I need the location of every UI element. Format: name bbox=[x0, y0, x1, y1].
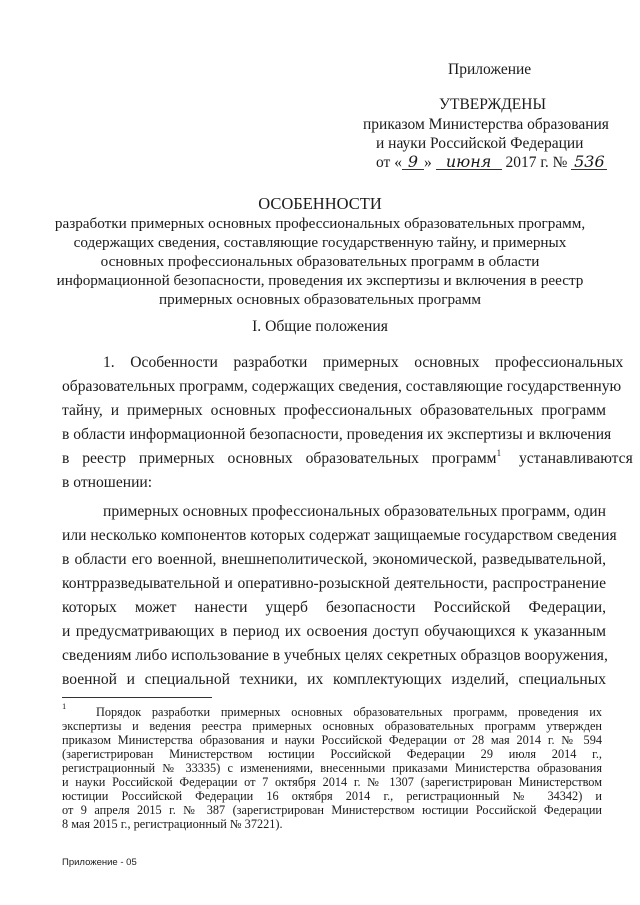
date-mid: » bbox=[423, 154, 432, 171]
date-month-handwritten: июня bbox=[436, 155, 502, 170]
paragraph-2-line: или несколько компонентов которых содержат защищаемые государством сведения bbox=[62, 527, 617, 544]
page-label: Приложение - 05 bbox=[62, 857, 137, 868]
subtitle-line: содержащих сведения, составляющие государственную тайну, и примерных bbox=[73, 234, 567, 251]
footnote-reference: 1 bbox=[496, 447, 502, 458]
paragraph-1-line-5 bbox=[62, 447, 633, 470]
paragraph-1-line: образовательных программ, содержащих сведения, составляющие государственную bbox=[62, 378, 622, 395]
paragraph-2-line: и предусматривающих в период их освоения доступ обучающихся к указанным bbox=[62, 623, 606, 640]
approval-line-2: и науки Российской Федерации bbox=[376, 135, 584, 152]
footnote-line: Порядок разработки примерных основных образовательных программ, проведения их bbox=[96, 705, 602, 719]
footnote-line: и науки Российской Федерации от 7 октября 2014 г. № 1307 (зарегистрирован Министерством bbox=[62, 775, 602, 789]
paragraph-1-line: 1. Особенности разработки примерных основных профессиональных bbox=[103, 354, 624, 371]
footnote-line: экспертизы и ведения реестра примерных основных образовательных программ утвержден bbox=[62, 719, 602, 733]
approval-heading: УТВЕРЖДЕНЫ bbox=[439, 96, 546, 113]
paragraph-1-line: тайну, и примерных основных профессиональных образовательных программ bbox=[62, 402, 606, 419]
section-title: I. Общие положения bbox=[252, 318, 388, 335]
paragraph-2-line: примерных основных профессиональных образовательных программ, один bbox=[103, 503, 606, 520]
approval-date bbox=[376, 153, 607, 173]
subtitle-line: информационной безопасности, проведения их экспертизы и включения в реестр bbox=[56, 272, 584, 289]
paragraph-2-line: сведениям либо использование в учебных целях секретных образцов вооружения, bbox=[62, 647, 608, 664]
footnote-line: (зарегистрирован Министерством юстиции Российской Федерации 29 июля 2014 г., bbox=[62, 747, 602, 761]
paragraph-1-line-tail: устанавливаются bbox=[515, 450, 633, 467]
paragraph-2-line: в области его военной, внешнеполитической, экономической, разведывательной, bbox=[62, 551, 606, 568]
paragraph-2-line: военной и специальной техники, их комплектующих изделий, специальных bbox=[62, 671, 606, 688]
subtitle-line: основных профессиональных образовательных программ в области bbox=[100, 253, 540, 270]
footnote-line: 8 мая 2015 г., регистрационный № 37221). bbox=[62, 817, 283, 831]
footnote-line: приказом Министерства образования и науки Российской Федерации от 28 мая 2014 г. № 594 bbox=[62, 733, 602, 747]
date-prefix: от « bbox=[376, 154, 402, 171]
date-year: 2017 г. № bbox=[505, 154, 568, 171]
footnote-line: регистрационный № 33335) с изменениями, внесенными приказами Министерства образования bbox=[62, 761, 602, 775]
footnote-line: от 9 апреля 2015 г. № 387 (зарегистрирован Министерством юстиции Российской Федерации bbox=[62, 803, 602, 817]
annex-label: Приложение bbox=[448, 61, 532, 78]
subtitle-line: разработки примерных основных профессиональных образовательных программ, bbox=[54, 215, 586, 232]
order-number-handwritten: 536 bbox=[571, 155, 607, 170]
footnote-separator bbox=[62, 697, 212, 698]
paragraph-1-line: в реестр примерных основных образовательных программ bbox=[62, 450, 497, 467]
subtitle-line: примерных основных образовательных программ bbox=[158, 291, 482, 308]
date-day-handwritten: 9 bbox=[402, 155, 424, 170]
paragraph-2-line: которых может нанести ущерб безопасности Российской Федерации, bbox=[62, 599, 606, 616]
paragraph-1-line: в отношении: bbox=[62, 474, 153, 491]
paragraph-1-line: в области информационной безопасности, проведения их экспертизы и включения bbox=[62, 426, 612, 443]
footnote-marker: 1 bbox=[62, 701, 67, 711]
approval-line-1: приказом Министерства образования bbox=[363, 116, 609, 133]
document-title: ОСОБЕННОСТИ bbox=[258, 194, 382, 213]
footnote-line: юстиции Российской Федерации 16 октября 2014 г., регистрационный № 34342) и bbox=[62, 789, 602, 803]
paragraph-2-line: контрразведывательной и оперативно-розыскной деятельности, распространение bbox=[62, 575, 606, 592]
